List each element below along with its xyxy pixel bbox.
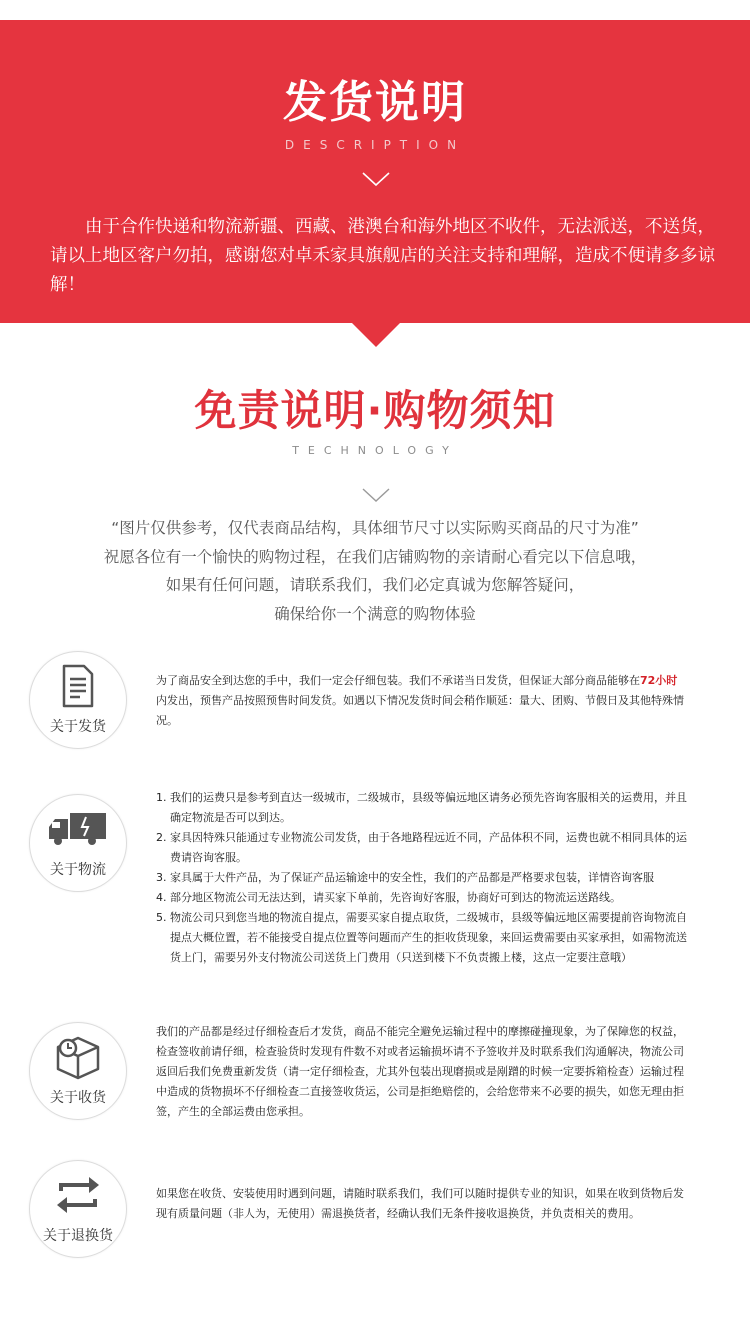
delivery-text-before: 为了商品安全到达您的手中，我们一定会仔细包装。我们不承诺当日发货，但保证大部分商品能够在	[156, 674, 640, 687]
top-strip	[0, 0, 750, 20]
logistics-label: 关于物流	[50, 862, 106, 878]
logistics-badge	[29, 794, 127, 892]
shipping-subtitle: DESCRIPTION	[284, 138, 466, 152]
notice-line: 确保给你一个满意的购物体验	[274, 604, 476, 623]
delivery-label: 关于发货	[50, 719, 106, 735]
list-item: 3. 家具属于大件产品，为了保证产品运输途中的安全性，我们的产品都是严格要求包装，详情咨询客服	[170, 868, 688, 888]
shipping-text: 由于合作快递和物流新疆、西藏、港澳台和海外地区不收件，无法派送，不送货，请以上地区客户勿拍，感谢您对卓禾家具旗舰店的关注支持和理解，造成不便请多多谅解！	[50, 217, 715, 295]
returns-badge	[29, 1160, 127, 1258]
returns-label: 关于退换货	[43, 1228, 113, 1244]
returns-text: 如果您在收货、安装使用时遇到问题，请随时联系我们，我们可以随时提供专业的知识，如果在收到货物后发现有质量问题（非人为，无使用）需退换货者，经确认我们无条件接收退换货，并负责相关的费用。	[156, 1187, 684, 1220]
receiving-badge	[29, 1022, 127, 1120]
shopping-notice	[0, 514, 750, 628]
disclaimer-subtitle: TECHNOLOGY	[292, 444, 458, 457]
truck-icon	[46, 809, 110, 855]
chevron-down-icon	[361, 170, 391, 188]
delivery-highlight: 72小时	[640, 674, 678, 687]
notice-line: “图片仅供参考，仅代表商品结构，具体细节尺寸以实际购买商品的尺寸为准”	[111, 519, 639, 537]
notice-line: 祝愿各位有一个愉快的购物过程，在我们店铺购物的亲请耐心看完以下信息哦，	[103, 547, 647, 566]
list-item: 1. 我们的运费只是参考到直达一级城市，二级城市，县级等偏远地区请务必预先咨询客服相关的运费用，并且确定物流是否可以到达。	[170, 788, 688, 828]
receiving-text: 我们的产品都是经过仔细检查后才发货，商品不能完全避免运输过程中的摩擦碰撞现象，为了保障您的权益，检查签收前请仔细，检查验货时发现有件数不对或者运输损坏请不予签收并及时联系我们沟通解决，物流公司返回后我们免费重新发货（请一定仔细检查，尤其外包装出现磨损或是剐蹭的时候一定要拆箱检查）运输过程中造成的货物损坏不仔细检查二直接签收货运，公司是拒绝赔偿的，会给您带来不必要的损失，如您无理由拒签，产生的全部运费由您承担。	[156, 1025, 684, 1118]
box-clock-icon	[53, 1033, 103, 1081]
chevron-down-icon	[361, 486, 391, 504]
disclaimer-title: 免责说明·购物须知	[194, 386, 556, 435]
logistics-list	[156, 788, 688, 968]
document-icon	[58, 664, 98, 710]
delivery-text	[156, 671, 688, 731]
notice-line: 如果有任何问题，请联系我们，我们必定真诚为您解答疑问，	[165, 576, 585, 594]
receiving-label: 关于收货	[50, 1090, 106, 1106]
exchange-arrows-icon	[53, 1173, 103, 1217]
delivery-text-after: 内发出，预售产品按照预售时间发货。如遇以下情况发货时间会稍作顺延：量大、团购、节假日及其他特殊情况。	[156, 694, 684, 727]
list-item: 2. 家具因特殊只能通过专业物流公司发货，由于各地路程远近不同，产品体积不同，运费也就不相同具体的运费请咨询客服。	[170, 828, 688, 868]
list-item: 5. 物流公司只到您当地的物流自提点，需要买家自提点取货，二级城市，县级等偏远地区需要提前咨询物流自提点大概位置，若不能接受自提点位置等问题而产生的拒收货现象，来回运费需要由买家承担，如需物流送货上门，需要另外支付物流公司送货上门费用（只送到楼下不负责搬上楼，这点一定要注意哦）	[170, 908, 688, 968]
list-item: 4. 部分地区物流公司无法达到，请买家下单前，先咨询好客服，协商好可到达的物流运送路线。	[170, 888, 688, 908]
delivery-badge	[29, 651, 127, 749]
banner-notch	[352, 323, 400, 347]
shipping-title: 发货说明	[283, 77, 467, 128]
